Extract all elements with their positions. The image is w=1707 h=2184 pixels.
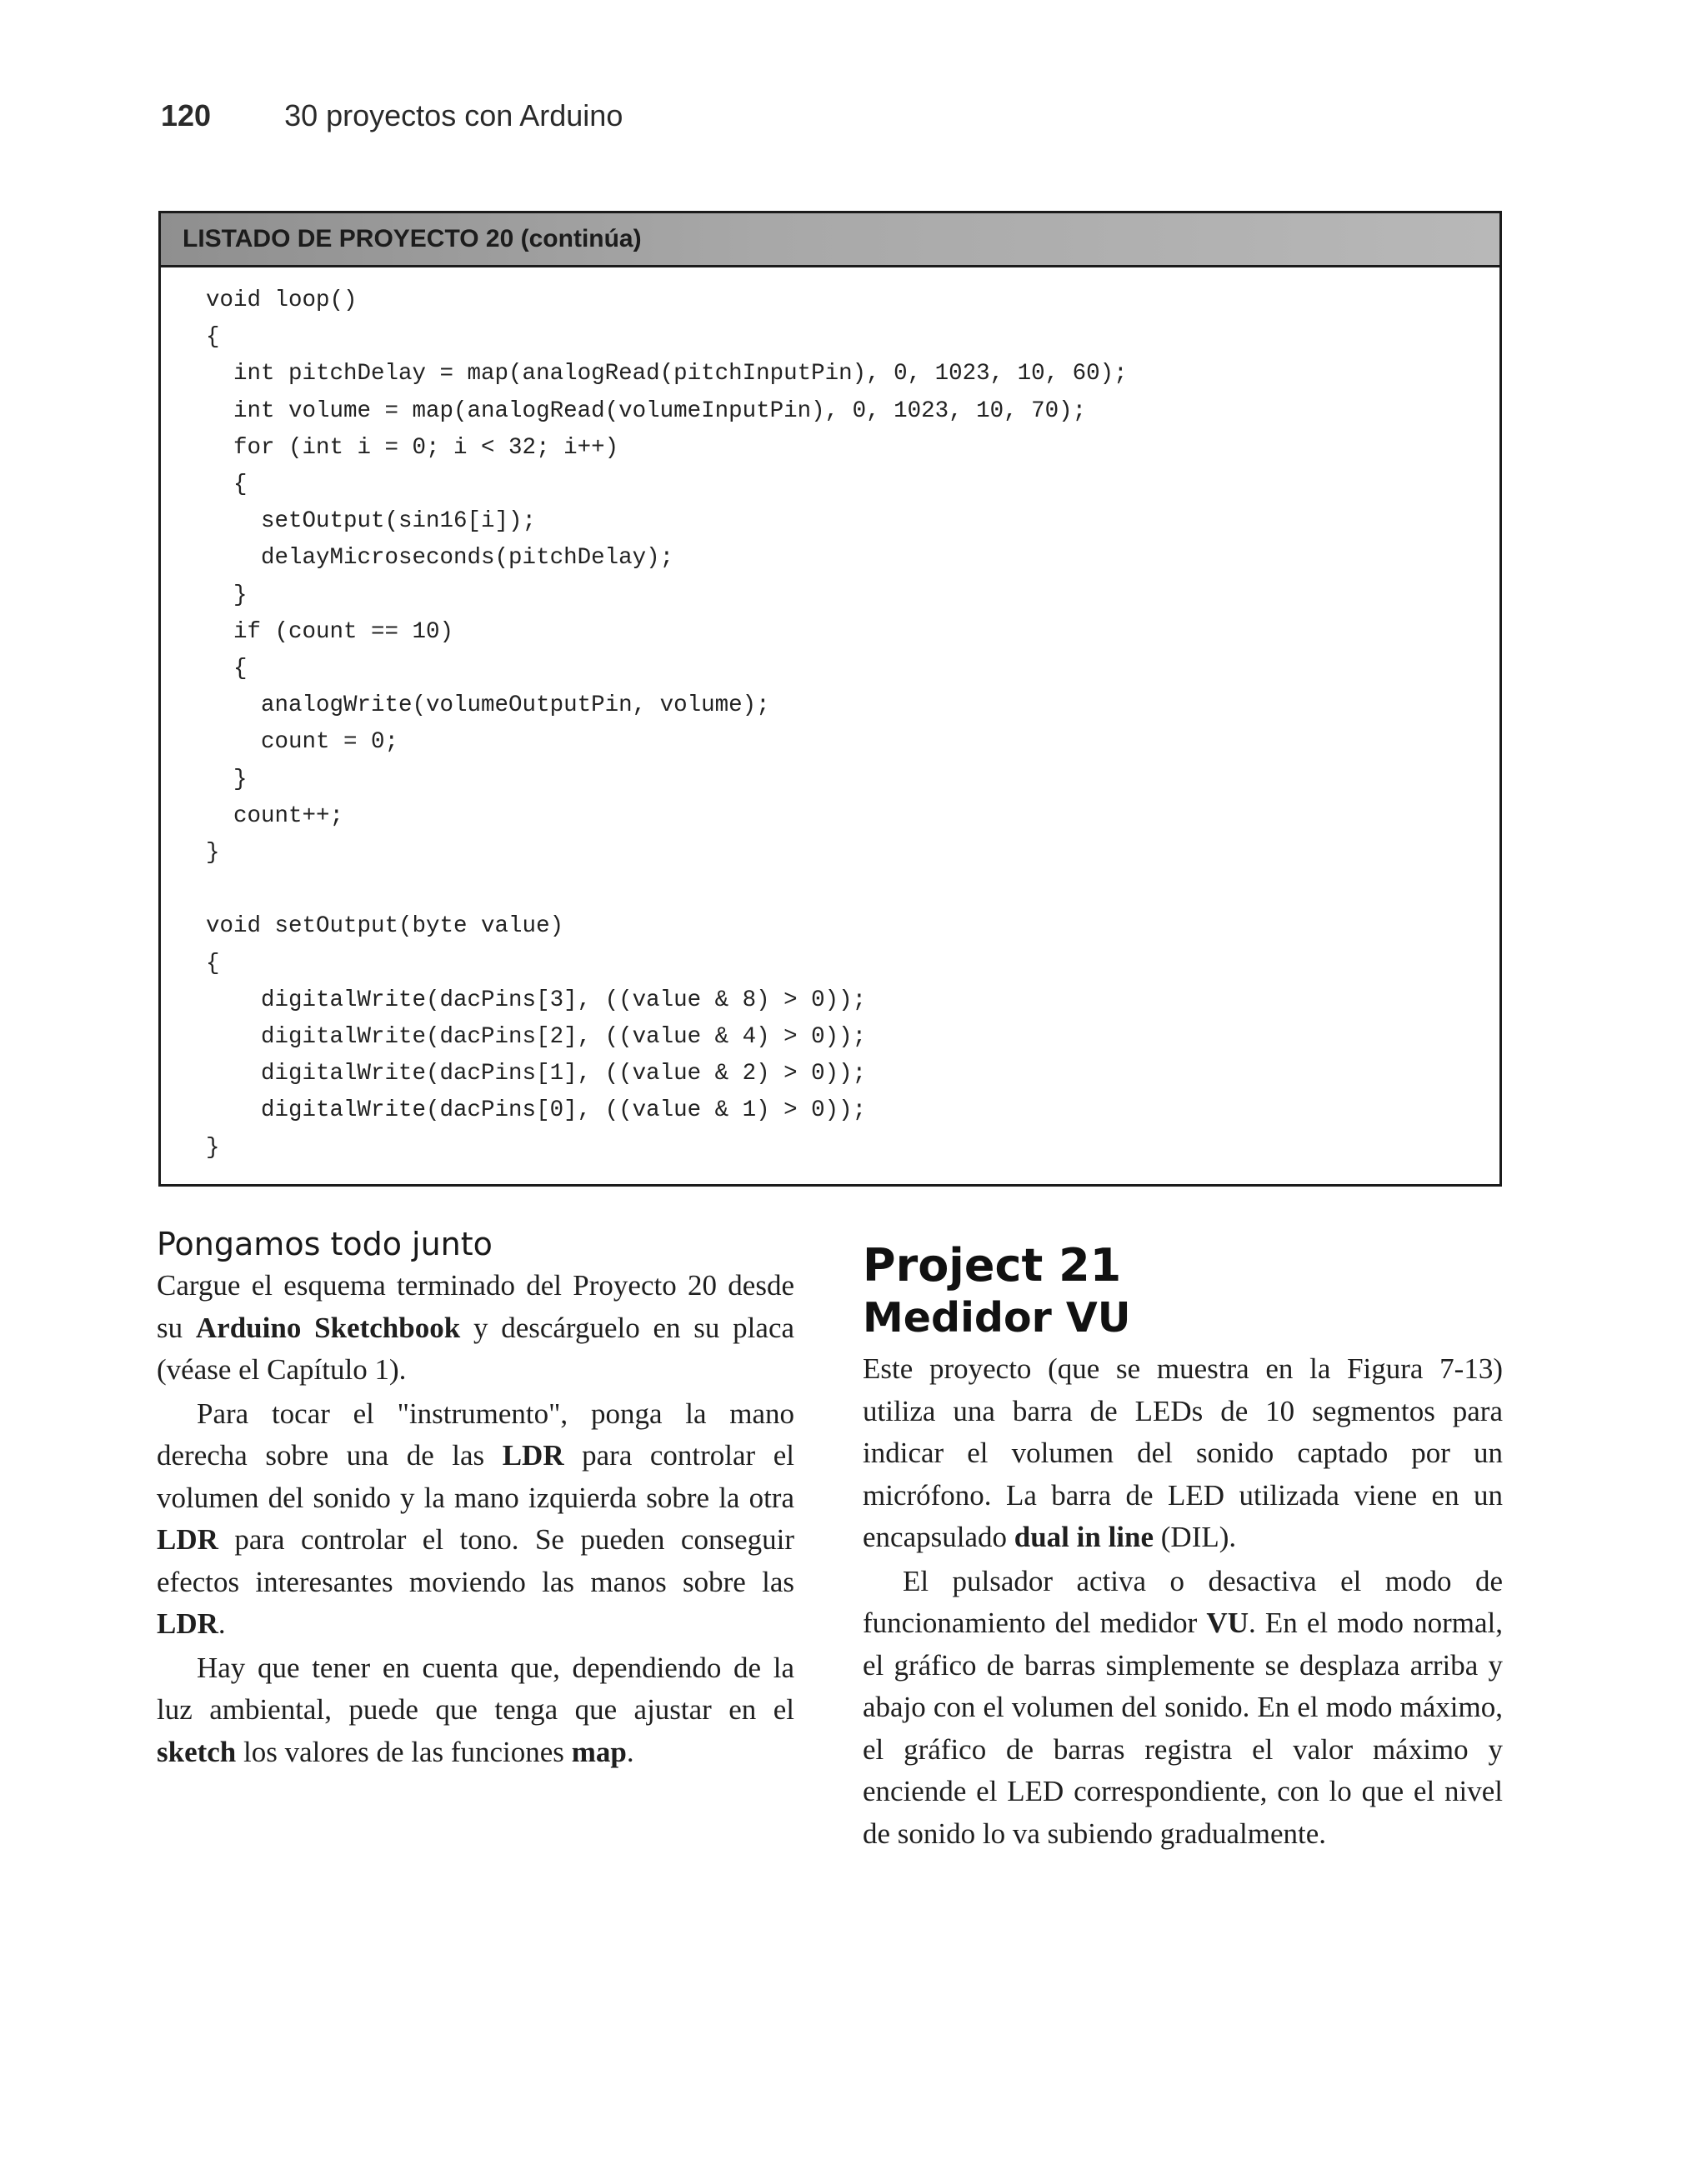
listing-title: LISTADO DE PROYECTO 20 (continúa) <box>161 213 1499 267</box>
paragraph-1: Este proyecto (que se muestra en la Figura 7-13) utiliza una barra de LEDs de 10 segmentos para indicar el volumen del sonido captado por un micrófono. La barra de LED utilizada viene en un encapsulado dual in line (DIL). <box>863 1352 1503 1553</box>
book-title: 30 proyectos con Arduino <box>284 98 623 132</box>
left-column <box>157 1223 794 1773</box>
paragraph-2: El pulsador activa o desactiva el modo de funcionamiento del medidor VU. En el modo normal, el gráfico de barras simplemente se desplaza arriba y abajo con el volumen del sonido. En el modo máximo, el gráfico de barras registra el valor máximo y enciende el LED correspondiente, con lo que el nivel de sonido lo va subiendo gradualmente. <box>863 1564 1503 1850</box>
paragraph-2: Para tocar el "instrumento", ponga la mano derecha sobre una de las LDR para controlar el volumen del sonido y la mano izquierda sobre la otra LDR para controlar el tono. Se pueden conseguir efectos interesantes moviendo las manos sobre las LDR. <box>157 1397 795 1640</box>
page-number: 120 <box>161 98 212 132</box>
project-label: Project 21 <box>863 1239 1122 1292</box>
paragraph-1: Cargue el esquema terminado del Proyecto 20 desde su Arduino Sketchbook y descárguelo en su placa (véase el Capítulo 1). <box>157 1269 795 1386</box>
paragraph-3: Hay que tener en cuenta que, dependiendo de la luz ambiental, puede que tenga que ajustar en el sketch los valores de las funciones map. <box>157 1651 794 1768</box>
running-header <box>161 98 623 133</box>
right-column <box>863 1240 1503 1855</box>
code-block: void loop() { int pitchDelay = map(analogRead(pitchInputPin), 0, 1023, 10, 60); int volume = map(analogRead(volumeInputPin), 0, 1023, 10, 70); for (int i = 0; i < 32; i++) { setOutput(sin16[i]); delayMicroseconds(pitchDelay); } if (count == 10) { analogWrite(volumeOutputPin, volume); count = 0; } count++; } void setOutput(byte value) { digitalWrite(dacPins[3], ((value & 8) > 0)); digitalWrite(dacPins[2], ((value & 4) > 0)); digitalWrite(dacPins[1], ((value & 2) > 0)); digitalWrite(dacPins[0], ((value & 1) > 0)); } <box>206 287 1128 1161</box>
code-listing-box <box>158 211 1502 1187</box>
project-title: Medidor VU <box>863 1294 1131 1342</box>
section-heading: Pongamos todo junto <box>157 1226 493 1262</box>
